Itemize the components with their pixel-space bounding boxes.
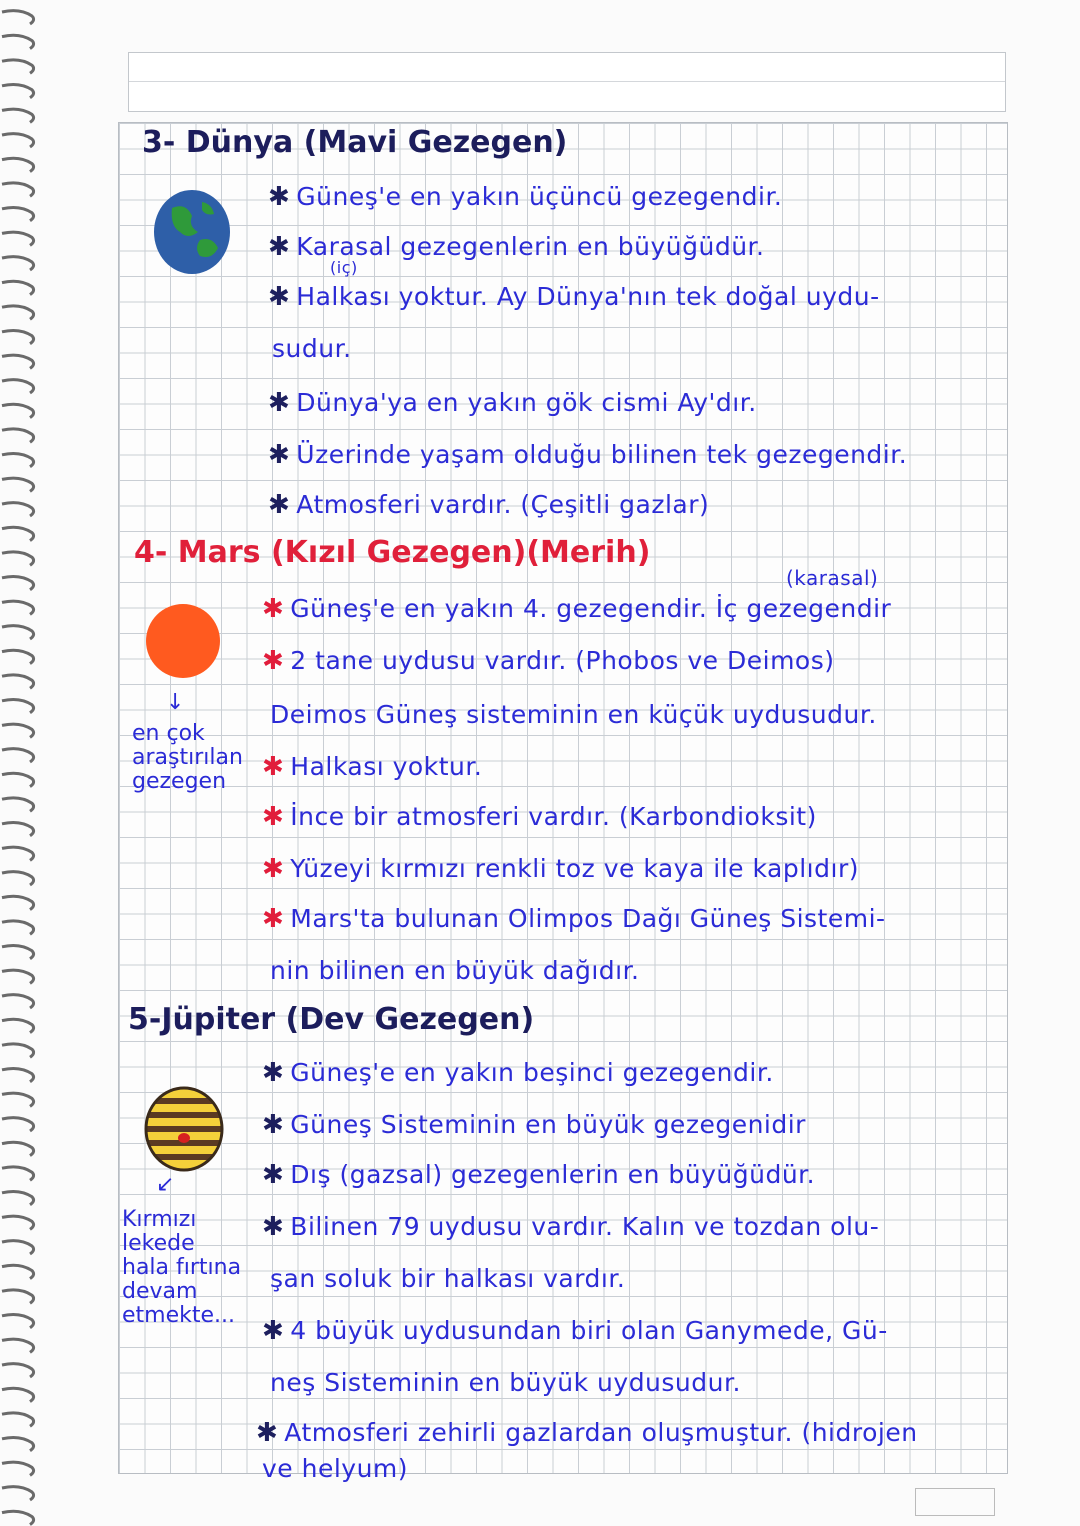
spiral-ring (2, 527, 34, 540)
mars-bullet-2-cont: Deimos Güneş sisteminin en küçük uydusudur. (270, 700, 877, 729)
spiral-ring (2, 134, 34, 147)
spiral-ring (2, 1093, 34, 1106)
mars-bullet-2: ✱ 2 tane uydusu vardır. (Phobos ve Deimos) (262, 646, 835, 676)
mars-bullet-1: ✱ Güneş'e en yakın 4. gezegendir. İç gezegendir (262, 594, 892, 624)
spiral-ring (2, 1511, 34, 1524)
mars-bullet-3: ✱ Halkası yoktur. (262, 752, 483, 782)
spiral-ring (2, 355, 34, 368)
earth-bullet-3-cont: sudur. (272, 334, 352, 363)
spiral-ring (2, 650, 34, 663)
jupiter-bullet-3: ✱ Dış (gazsal) gezegenlerin en büyüğüdür. (262, 1160, 816, 1190)
spiral-ring (2, 749, 34, 762)
spiral-ring (2, 84, 34, 97)
spiral-ring (2, 798, 34, 811)
star-bullet-icon: ✱ (268, 182, 291, 212)
mars-bullet-6: ✱ Mars'ta bulunan Olimpos Dağı Güneş Sistemi- (262, 904, 886, 934)
star-bullet-icon: ✱ (256, 1418, 279, 1448)
star-bullet-icon: ✱ (262, 1212, 285, 1242)
star-bullet-icon: ✱ (262, 1110, 285, 1140)
spiral-ring (2, 847, 34, 860)
spiral-ring (2, 1068, 34, 1081)
spiral-ring (2, 1216, 34, 1229)
spiral-ring (2, 896, 34, 909)
spiral-ring (2, 281, 34, 294)
spiral-ring (2, 1314, 34, 1327)
star-bullet-icon: ✱ (262, 1160, 285, 1190)
spiral-ring (2, 1364, 34, 1377)
earth-title: 3- Dünya (Mavi Gezegen) (142, 125, 568, 160)
spiral-ring (2, 257, 34, 270)
star-bullet-icon: ✱ (268, 282, 291, 312)
spiral-ring (2, 429, 34, 442)
spiral-ring (2, 1265, 34, 1278)
corner-box (915, 1488, 995, 1516)
spiral-ring (2, 380, 34, 393)
spiral-ring (2, 921, 34, 934)
earth-bullet-4: ✱ Dünya'ya en yakın gök cismi Ay'dır. (268, 388, 757, 418)
header-box (128, 52, 1006, 112)
mars-icon (146, 604, 220, 678)
jupiter-bullet-4: ✱ Bilinen 79 uydusu vardır. Kalın ve tozdan olu- (262, 1212, 880, 1242)
spiral-ring (2, 872, 34, 885)
spiral-ring (2, 601, 34, 614)
spiral-ring (2, 724, 34, 737)
spiral-ring (2, 35, 34, 48)
jupiter-bullet-1: ✱ Güneş'e en yakın beşinci gezegendir. (262, 1058, 774, 1088)
star-bullet-icon: ✱ (262, 1058, 285, 1088)
spiral-ring (2, 1413, 34, 1426)
mars-side-note: en çok araştırılan gezegen (132, 721, 243, 794)
star-bullet-icon: ✱ (262, 802, 285, 832)
earth-icon (152, 188, 232, 276)
spiral-ring (2, 109, 34, 122)
jupiter-side-note: Kırmızı lekede hala fırtına devam etmekte... (122, 1207, 242, 1328)
spiral-ring (2, 1437, 34, 1450)
spiral-ring (2, 1191, 34, 1204)
spiral-ring (2, 1142, 34, 1155)
spiral-ring (2, 404, 34, 417)
spiral-ring (2, 453, 34, 466)
arrow-down-icon: ↓ (166, 690, 185, 715)
arrow-down-icon: ↙ (156, 1172, 175, 1197)
spiral-ring (2, 626, 34, 639)
jupiter-bullet-5-cont: neş Sisteminin en büyük uydusudur. (270, 1368, 741, 1397)
spiral-ring (2, 1019, 34, 1032)
star-bullet-icon: ✱ (262, 904, 285, 934)
spiral-binding (0, 0, 40, 1526)
spiral-ring (2, 822, 34, 835)
earth-bullet-6: ✱ Atmosferi vardır. (Çeşitli gazlar) (268, 490, 710, 520)
spiral-ring (2, 552, 34, 565)
earth-note-ic: (iç) (330, 258, 358, 277)
mars-bullet-5: ✱ Yüzeyi kırmızı renkli toz ve kaya ile kaplıdır) (262, 854, 859, 884)
spiral-ring (2, 1462, 34, 1475)
jupiter-bullet-6-cont: ve helyum) (262, 1454, 409, 1483)
spiral-ring (2, 945, 34, 958)
jupiter-bullet-2: ✱ Güneş Sisteminin en büyük gezegenidir (262, 1110, 806, 1140)
spiral-ring (2, 503, 34, 516)
mars-note-karasal: (karasal) (786, 566, 879, 590)
spiral-ring (2, 11, 34, 24)
spiral-ring (2, 478, 34, 491)
mars-bullet-4: ✱ İnce bir atmosferi vardır. (Karbondioksit) (262, 802, 817, 832)
mars-bullet-6-cont: nin bilinen en büyük dağıdır. (270, 956, 640, 985)
spiral-ring (2, 995, 34, 1008)
jupiter-title: 5-Jüpiter (Dev Gezegen) (128, 1002, 535, 1037)
spiral-ring (2, 576, 34, 589)
spiral-ring (2, 232, 34, 245)
spiral-ring (2, 1118, 34, 1131)
earth-bullet-3: ✱ Halkası yoktur. Ay Dünya'nın tek doğal uydu- (268, 282, 880, 312)
earth-bullet-2: ✱ Karasal gezegenlerin en büyüğüdür. (268, 232, 765, 262)
spiral-ring (2, 183, 34, 196)
star-bullet-icon: ✱ (262, 752, 285, 782)
spiral-ring (2, 1167, 34, 1180)
mars-title: 4- Mars (Kızıl Gezegen)(Merih) (134, 535, 651, 570)
jupiter-icon (144, 1086, 224, 1172)
star-bullet-icon: ✱ (262, 646, 285, 676)
spiral-ring (2, 1044, 34, 1057)
spiral-ring (2, 1241, 34, 1254)
spiral-ring (2, 1487, 34, 1500)
spiral-ring (2, 675, 34, 688)
star-bullet-icon: ✱ (262, 594, 285, 624)
spiral-ring (2, 1290, 34, 1303)
spiral-ring (2, 699, 34, 712)
star-bullet-icon: ✱ (268, 490, 291, 520)
spiral-ring (2, 158, 34, 171)
star-bullet-icon: ✱ (268, 440, 291, 470)
spiral-ring (2, 207, 34, 220)
spiral-ring (2, 970, 34, 983)
jupiter-bullet-6: ✱ Atmosferi zehirli gazlardan oluşmuştur. (hidrojen (256, 1418, 918, 1448)
star-bullet-icon: ✱ (262, 854, 285, 884)
earth-bullet-1: ✱ Güneş'e en yakın üçüncü gezegendir. (268, 182, 783, 212)
spiral-ring (2, 1388, 34, 1401)
spiral-ring (2, 306, 34, 319)
star-bullet-icon: ✱ (268, 232, 291, 262)
earth-bullet-5: ✱ Üzerinde yaşam olduğu bilinen tek gezegendir. (268, 440, 908, 470)
spiral-ring (2, 330, 34, 343)
star-bullet-icon: ✱ (268, 388, 291, 418)
star-bullet-icon: ✱ (262, 1316, 285, 1346)
jupiter-bullet-5: ✱ 4 büyük uydusundan biri olan Ganymede, Gü- (262, 1316, 888, 1346)
spiral-ring (2, 1339, 34, 1352)
spiral-ring (2, 60, 34, 73)
jupiter-bullet-4-cont: şan soluk bir halkası vardır. (270, 1264, 626, 1293)
spiral-ring (2, 773, 34, 786)
